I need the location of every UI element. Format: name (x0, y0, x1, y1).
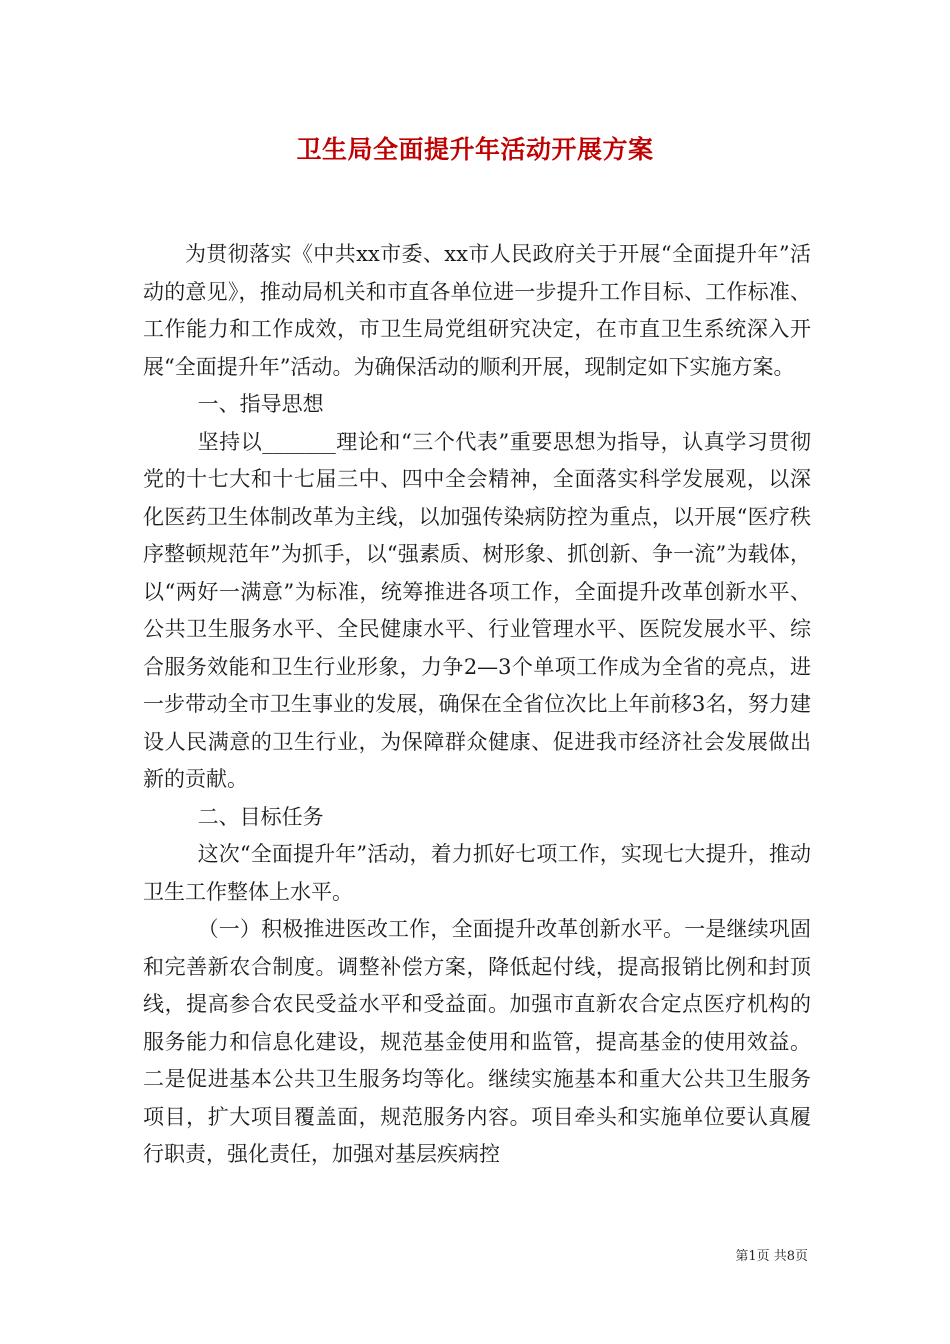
paragraph-guiding-ideology: 坚持以_______理论和“三个代表”重要思想为指导，认真学习贯彻党的十七大和十七届三中、四中全会精神，全面落实科学发展观，以深化医药卫生体制改革为主线，以加强传染病防控为重点，以开展“医疗秩序整顿规范年”为抓手，以“强素质、树形象、抓创新、争一流”为载体，以“两好一满意”为标准，统筹推进各项工作，全面提升改革创新水平、公共卫生服务水平、全民健康水平、行业管理水平、医院发展水平、综合服务效能和卫生行业形象，力争2—3个单项工作成为全省的亮点，进一步带动全市卫生事业的发展，确保在全省位次比上年前移3名，努力建设人民满意的卫生行业，为保障群众健康、促进我市经济社会发展做出新的贡献。 (143, 429, 811, 791)
section-heading-goals: 二、目标任务 (197, 804, 324, 829)
page-number: 第1页 共8页 (735, 1249, 808, 1264)
paragraph-intro: 为贯彻落实《中共xx市委、xx市人民政府关于开展“全面提升年”活动的意见》，推动局机关和市直各单位进一步提升工作目标、工作标准、工作能力和工作成效，市卫生局党组研究决定，在市直卫生系统深入开展“全面提升年”活动。为确保活动的顺利开展，现制定如下实施方案。 (143, 242, 811, 379)
paragraph-goal-one: （一）积极推进医改工作，全面提升改革创新水平。一是继续巩固和完善新农合制度。调整补偿方案，降低起付线，提高报销比例和封顶线，提高参合农民受益水平和受益面。加强市直新农合定点医疗机构的服务能力和信息化建设，规范基金使用和监管，提高基金的使用效益。二是促进基本公共卫生服务均等化。继续实施基本和重大公共卫生服务项目，扩大项目覆盖面，规范服务内容。项目牵头和实施单位要认真履行职责，强化责任，加强对基层疾病控 (143, 917, 811, 1166)
section-heading-guiding-ideology: 一、指导思想 (197, 392, 324, 416)
document-title: 卫生局全面提升年活动开展方案 (296, 135, 654, 164)
document-body (143, 236, 811, 1174)
paragraph-goals-summary: 这次“全面提升年”活动，着力抓好七项工作，实现七大提升，推动卫生工作整体上水平。 (143, 842, 811, 904)
